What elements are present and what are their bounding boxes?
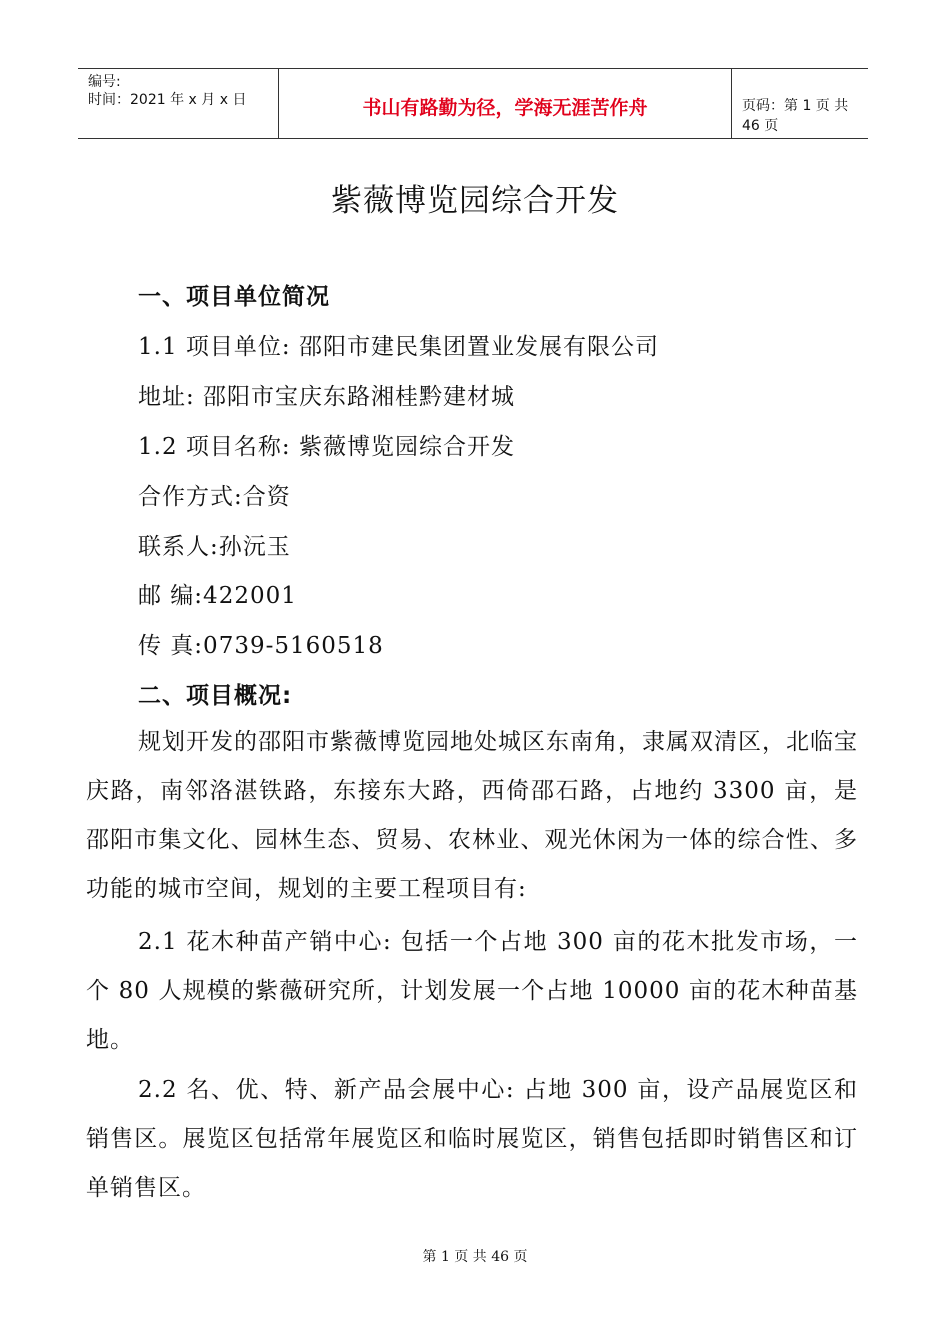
postcode-line: 邮 编:422001 — [138, 583, 297, 609]
section2-heading: 二、项目概况: — [138, 683, 293, 709]
document-number-label: 编号: — [88, 74, 121, 90]
header-motto-cell — [279, 69, 732, 138]
exhibition-center-paragraph — [86, 1066, 858, 1213]
page-footer: 第 1 页 共 46 页 — [422, 1249, 528, 1265]
header-page-info: 页码：第 1 页 共 46 页 — [742, 98, 849, 134]
cooperation-line: 合作方式:合资 — [138, 484, 291, 510]
section1-heading: 一、项目单位简况 — [138, 284, 330, 310]
document-title: 紫薇博览园综合开发 — [331, 183, 619, 219]
overview-text: 规划开发的邵阳市紫薇博览园地处城区东南角，隶属双清区，北临宝庆路，南邻洛湛铁路，东接东大路，西倚邵石路，占地约 3300 亩，是邵阳市集文化、园林生态、贸易、农林业、观光休闲为一体的综合性、多功能的城市空间，规划的主要工程项目有: — [86, 729, 858, 902]
address-line: 地址: 邵阳市宝庆东路湘桂黔建材城 — [138, 384, 516, 410]
header-left-cell — [78, 69, 279, 138]
contact-line: 联系人:孙沅玉 — [138, 534, 291, 560]
document-time-label: 时间：2021 年 x 月 x 日 — [88, 92, 247, 108]
exhibition-center-text: 2.2 名、优、特、新产品会展中心: 占地 300 亩，设产品展览区和销售区。展览区包括常年展览区和临时展览区，销售包括即时销售区和订单销售区。 — [86, 1077, 858, 1201]
header-motto: 书山有路勤为径，学海无涯苦作舟 — [362, 97, 648, 119]
overview-paragraph — [86, 718, 858, 914]
nursery-center-paragraph — [86, 918, 858, 1065]
header-page-cell — [732, 69, 868, 138]
fax-line: 传 真:0739-5160518 — [138, 633, 384, 659]
project-name-line: 1.2 项目名称: 紫薇博览园综合开发 — [138, 434, 515, 460]
document-header — [78, 68, 868, 139]
nursery-center-text: 2.1 花木种苗产销中心: 包括一个占地 300 亩的花木批发市场，一个 80 人规模的紫薇研究所，计划发展一个占地 10000 亩的花木种苗基地。 — [86, 929, 858, 1053]
project-unit-line: 1.1 项目单位: 邵阳市建民集团置业发展有限公司 — [138, 334, 659, 360]
